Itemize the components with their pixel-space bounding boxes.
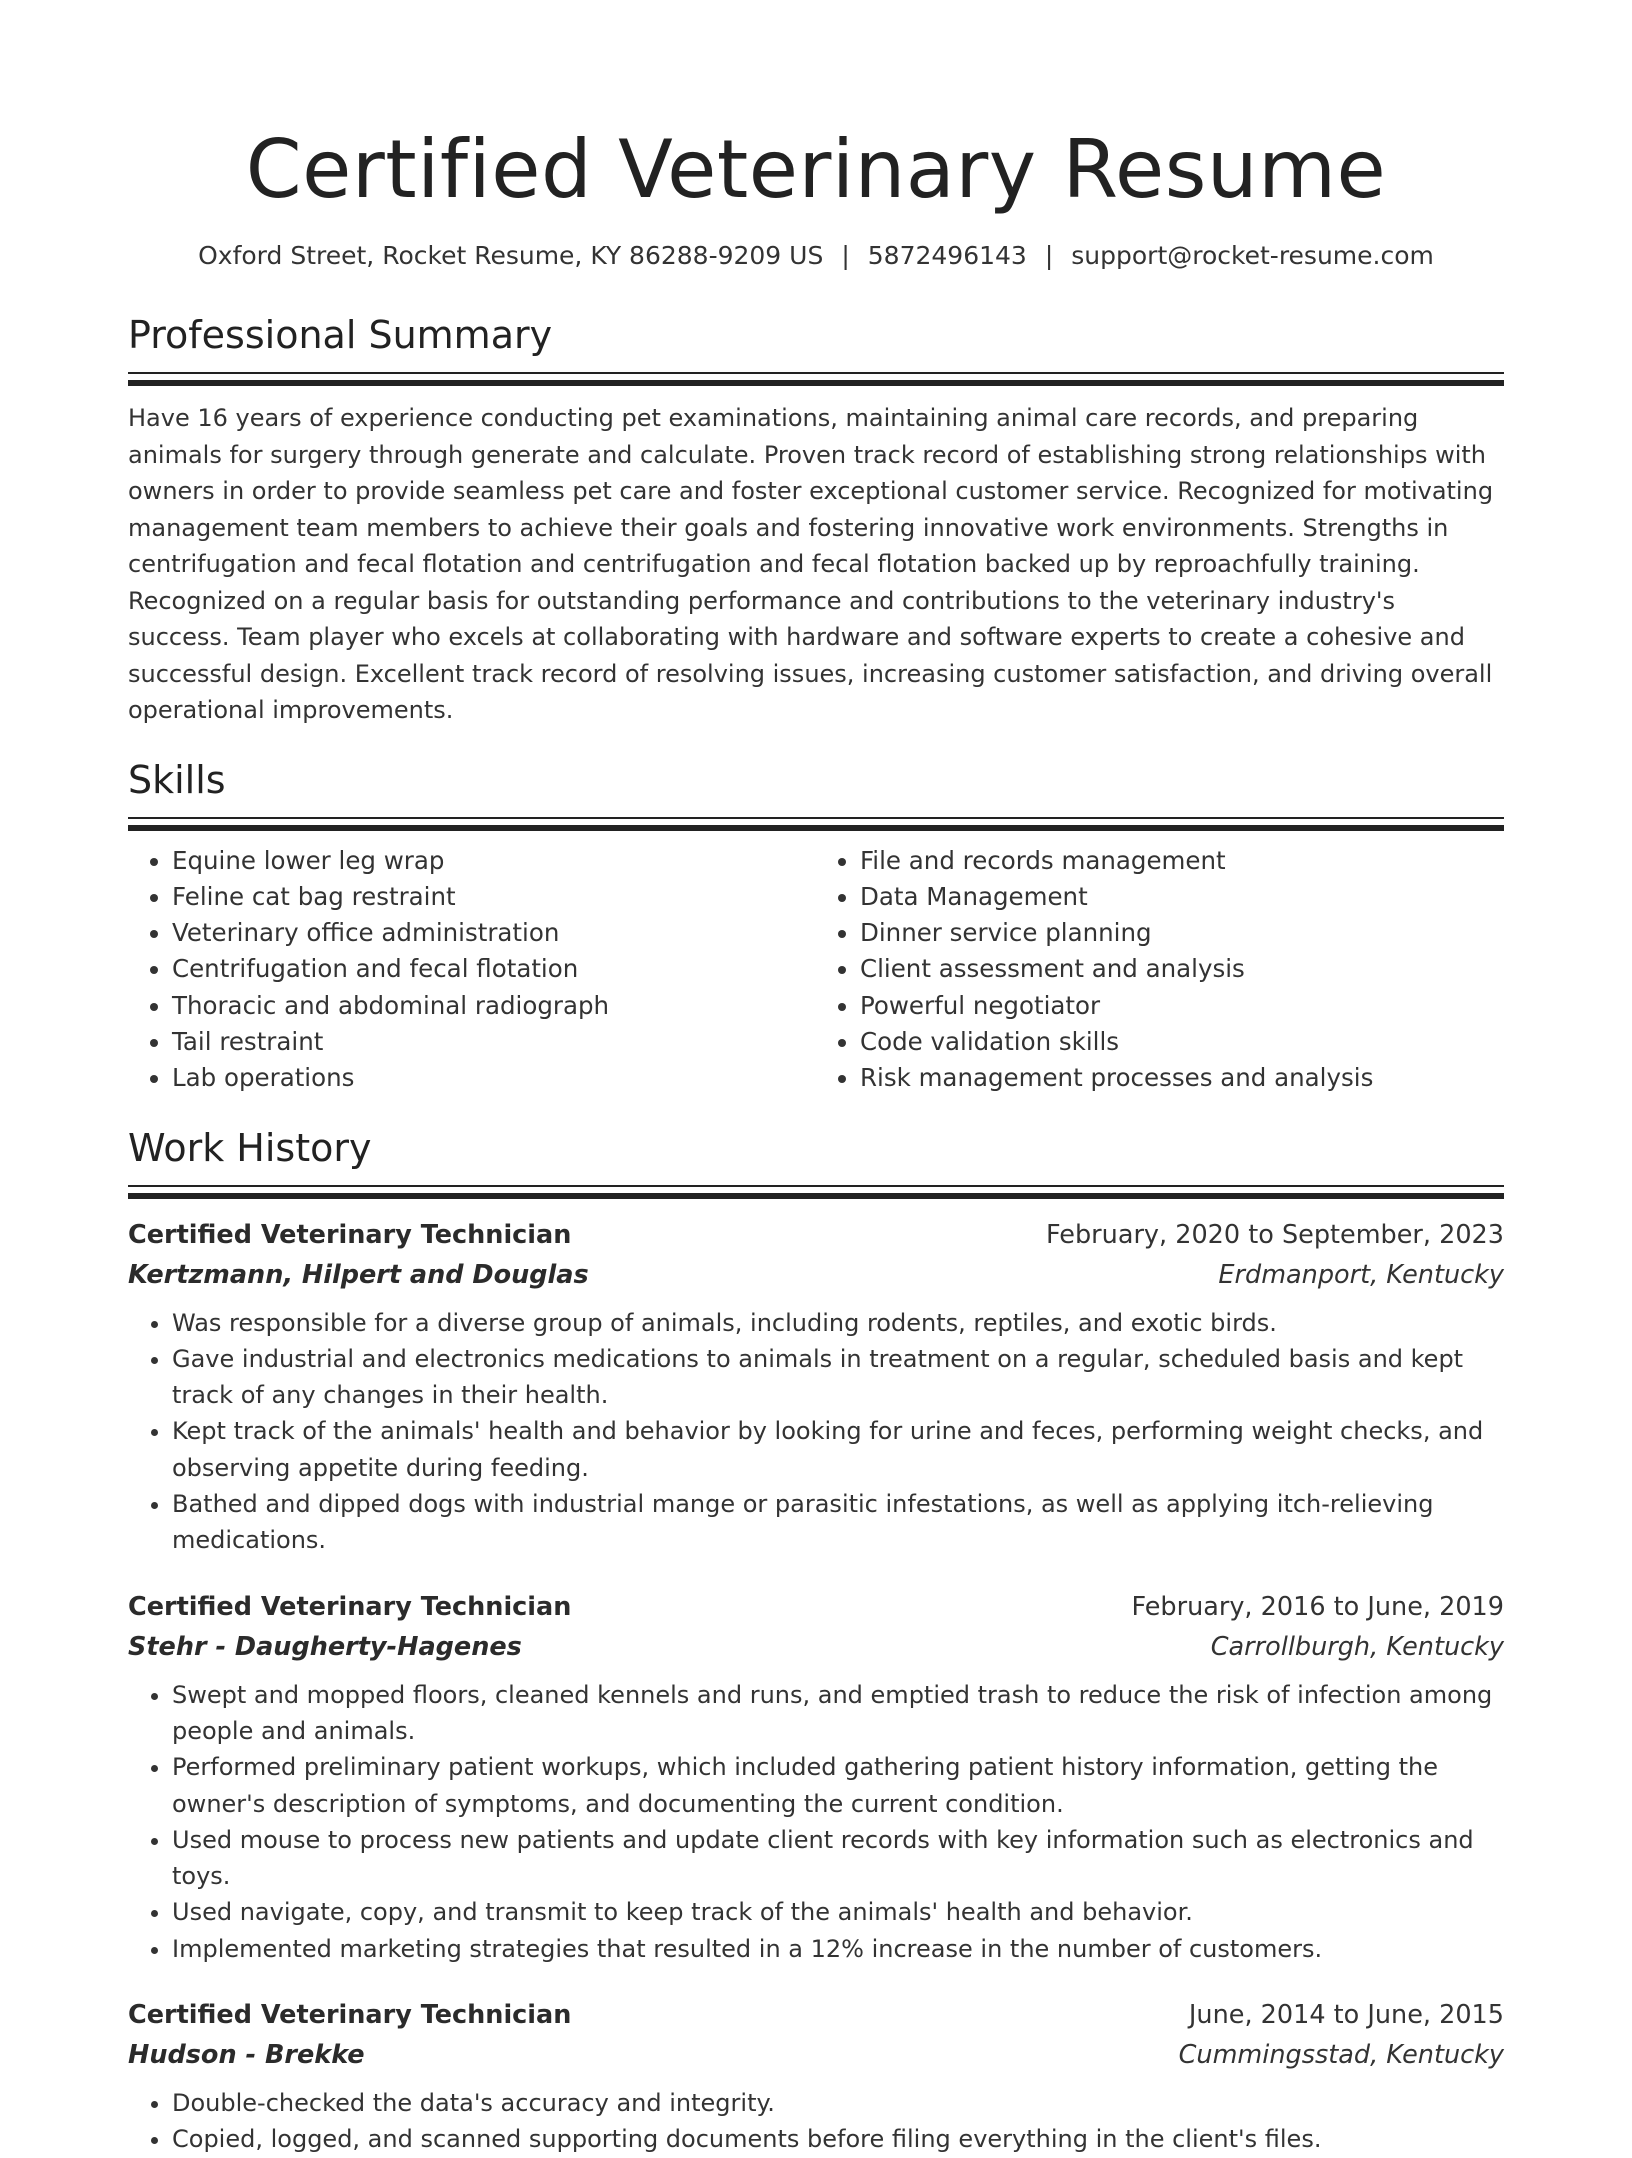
job-bullets (128, 2085, 1504, 2158)
job-bullets (128, 1305, 1504, 1559)
skill-item: • Risk management processes and analysis (860, 1060, 1504, 1096)
contact-separator: | (1044, 241, 1054, 270)
job-bullet: • Bathed and dipped dogs with industrial mange or parasitic infestations, as well as applying itch-relieving medications. (172, 1486, 1504, 1559)
section-divider (128, 817, 1504, 831)
skill-item: • Veterinary office administration (172, 915, 816, 951)
skill-item: • Powerful negotiator (860, 988, 1504, 1024)
contact-phone: 5872496143 (867, 241, 1027, 270)
job-subheader (128, 1255, 1504, 1295)
job-bullet: • Performed preliminary patient workups, which included gathering patient history information, getting the owner's description of symptoms, and documenting the current condition. (172, 1749, 1504, 1822)
job-bullet: • Implemented marketing strategies that resulted in a 12% increase in the number of customers. (172, 1931, 1504, 1967)
summary-section (128, 310, 1504, 729)
skill-item: • File and records management (860, 843, 1504, 879)
contact-line (128, 238, 1504, 274)
job-header (128, 1215, 1504, 1255)
skill-item: • Lab operations (172, 1060, 816, 1096)
skill-item: • Client assessment and analysis (860, 951, 1504, 987)
job-company: Hudson - Brekke (128, 2040, 365, 2071)
job-location: Cummingsstad, Kentucky (1178, 2040, 1504, 2071)
job-subheader (128, 2035, 1504, 2075)
skills-heading: Skills (128, 757, 226, 802)
skill-item: • Equine lower leg wrap (172, 843, 816, 879)
job-title: Certified Veterinary Technician (128, 2000, 572, 2031)
work-history-heading: Work History (128, 1125, 372, 1170)
job-entry (128, 1995, 1504, 2158)
job-bullet: • Kept track of the animals' health and behavior by looking for urine and feces, performing weight checks, and observing appetite during feeding. (172, 1413, 1504, 1486)
job-header (128, 1995, 1504, 2035)
skill-item: • Tail restraint (172, 1024, 816, 1060)
summary-text: Have 16 years of experience conducting pet examinations, maintaining animal care records, and preparing animals for surgery through generate and calculate. Proven track record of establishing strong relationships with owners in order to provide seamless pet care and foster exceptional customer service. Recognized for motivating management team members to achieve their goals and fostering innovative work environments. Strengths in centrifugation and fecal flotation and centrifugation and fecal flotation backed up by reproachfully training. Recognized on a regular basis for outstanding performance and contributions to the veterinary industry's success. Team player who excels at collaborating with hardware and software experts to create a cohesive and successful design. Excellent track record of resolving issues, increasing customer satisfaction, and driving overall operational improvements. (128, 404, 1494, 724)
skill-item: • Centrifugation and fecal flotation (172, 951, 816, 987)
job-bullet: • Swept and mopped floors, cleaned kennels and runs, and emptied trash to reduce the risk of infection among people and animals. (172, 1677, 1504, 1750)
summary-heading: Professional Summary (128, 313, 553, 357)
job-entry (128, 1215, 1504, 1559)
job-bullet: • Gave industrial and electronics medications to animals in treatment on a regular, scheduled basis and kept track of any changes in their health. (172, 1341, 1504, 1414)
section-divider (128, 372, 1504, 386)
job-entry (128, 1587, 1504, 1967)
skill-item: • Feline cat bag restraint (172, 879, 816, 915)
job-subheader (128, 1627, 1504, 1667)
job-bullet: • Used navigate, copy, and transmit to keep track of the animals' health and behavior. (172, 1894, 1504, 1930)
job-location: Carrollburgh, Kentucky (1210, 1631, 1504, 1662)
job-title: Certified Veterinary Technician (128, 1219, 572, 1250)
job-dates: February, 2016 to June, 2019 (1131, 1591, 1504, 1622)
contact-email: support@rocket-resume.com (1071, 241, 1434, 270)
skills-list-right (816, 843, 1504, 1097)
job-dates: February, 2020 to September, 2023 (1046, 1219, 1504, 1250)
skills-columns (128, 843, 1504, 1097)
skills-section (128, 755, 1504, 1097)
job-header (128, 1587, 1504, 1627)
job-bullet: • Copied, logged, and scanned supporting documents before filing everything in the client's files. (172, 2121, 1504, 2157)
page-title: Certified Veterinary Resume (245, 123, 1387, 216)
job-bullets (128, 1677, 1504, 1967)
skill-item: • Data Management (860, 879, 1504, 915)
job-title: Certified Veterinary Technician (128, 1591, 572, 1622)
contact-address: Oxford Street, Rocket Resume, KY 86288-9209 US (198, 241, 824, 270)
skill-item: • Thoracic and abdominal radiograph (172, 988, 816, 1024)
section-divider (128, 1185, 1504, 1199)
job-bullet: • Double-checked the data's accuracy and integrity. (172, 2085, 1504, 2121)
job-dates: June, 2014 to June, 2015 (1188, 2000, 1504, 2031)
contact-separator: | (841, 241, 850, 270)
skill-item: • Dinner service planning (860, 915, 1504, 951)
job-company: Kertzmann, Hilpert and Douglas (128, 1259, 589, 1290)
skills-list-left (128, 843, 816, 1097)
skill-item: • Code validation skills (860, 1024, 1504, 1060)
job-location: Erdmanport, Kentucky (1218, 1259, 1504, 1290)
work-history-section (128, 1123, 1504, 2158)
job-company: Stehr - Daugherty-Hagenes (128, 1631, 522, 1662)
job-bullet: • Was responsible for a diverse group of animals, including rodents, reptiles, and exotic birds. (172, 1305, 1504, 1341)
job-bullet: • Used mouse to process new patients and update client records with key information such as electronics and toys. (172, 1822, 1504, 1895)
